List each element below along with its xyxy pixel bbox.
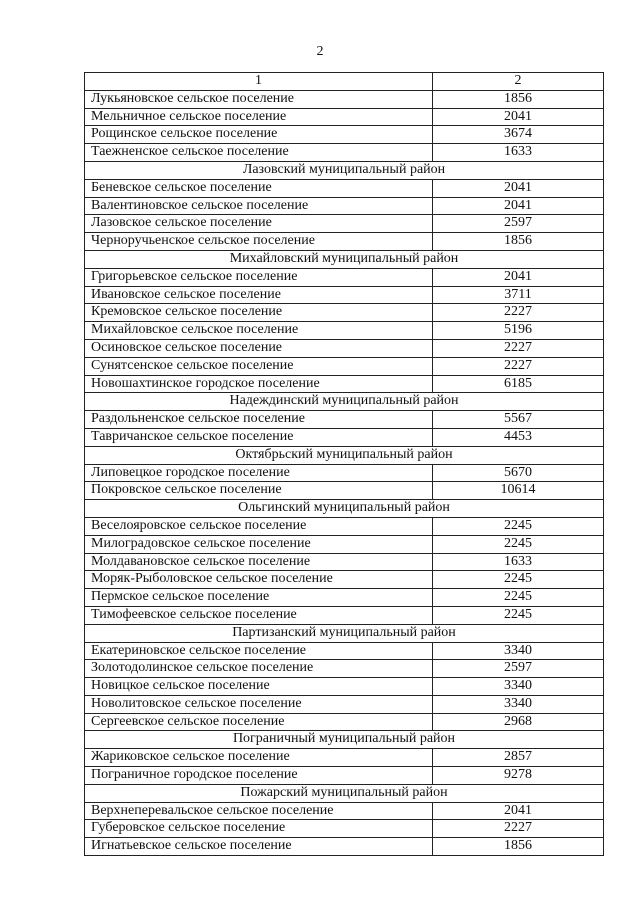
district-header-row xyxy=(85,784,604,802)
settlement-name: Валентиновское сельское поселение xyxy=(85,197,433,215)
table-row xyxy=(85,660,604,678)
district-name: Надеждинский муниципальный район xyxy=(85,393,604,411)
settlement-name: Тимофеевское сельское поселение xyxy=(85,606,433,624)
district-name: Лазовский муниципальный район xyxy=(85,161,604,179)
settlement-name: Новолитовское сельское поселение xyxy=(85,695,433,713)
settlement-value: 2245 xyxy=(433,517,604,535)
table-row xyxy=(85,144,604,162)
settlement-name: Лазовское сельское поселение xyxy=(85,215,433,233)
settlement-name: Пермское сельское поселение xyxy=(85,589,433,607)
column-header-2: 2 xyxy=(433,73,604,91)
settlement-name: Липовецкое городское поселение xyxy=(85,464,433,482)
settlement-name: Золотодолинское сельское поселение xyxy=(85,660,433,678)
district-header-row xyxy=(85,624,604,642)
table-row xyxy=(85,802,604,820)
settlement-value: 10614 xyxy=(433,482,604,500)
settlement-value: 2041 xyxy=(433,802,604,820)
settlement-value: 5670 xyxy=(433,464,604,482)
settlement-name: Верхнеперевальское сельское поселение xyxy=(85,802,433,820)
settlement-value: 1856 xyxy=(433,90,604,108)
settlement-value: 3674 xyxy=(433,126,604,144)
column-header-1: 1 xyxy=(85,73,433,91)
settlement-name: Новицкое сельское поселение xyxy=(85,678,433,696)
district-header-row xyxy=(85,250,604,268)
district-name: Октябрьский муниципальный район xyxy=(85,446,604,464)
settlement-name: Екатериновское сельское поселение xyxy=(85,642,433,660)
table-row xyxy=(85,339,604,357)
table-row xyxy=(85,108,604,126)
settlement-name: Губеровское сельское поселение xyxy=(85,820,433,838)
settlement-value: 2245 xyxy=(433,571,604,589)
settlement-name: Григорьевское сельское поселение xyxy=(85,268,433,286)
table-row xyxy=(85,411,604,429)
settlement-value: 1856 xyxy=(433,838,604,856)
settlement-name: Жариковское сельское поселение xyxy=(85,749,433,767)
settlement-name: Ивановское сельское поселение xyxy=(85,286,433,304)
table-row xyxy=(85,428,604,446)
table-row xyxy=(85,695,604,713)
settlement-name: Михайловское сельское поселение xyxy=(85,322,433,340)
table-row xyxy=(85,749,604,767)
table-row xyxy=(85,304,604,322)
settlement-name: Рощинское сельское поселение xyxy=(85,126,433,144)
settlement-value: 2227 xyxy=(433,820,604,838)
district-name: Пограничный муниципальный район xyxy=(85,731,604,749)
settlement-value: 2227 xyxy=(433,357,604,375)
table-row xyxy=(85,375,604,393)
settlement-value: 2857 xyxy=(433,749,604,767)
settlement-value: 2245 xyxy=(433,606,604,624)
settlement-name: Веселояровское сельское поселение xyxy=(85,517,433,535)
settlement-name: Раздольненское сельское поселение xyxy=(85,411,433,429)
table-row xyxy=(85,126,604,144)
settlement-name: Осиновское сельское поселение xyxy=(85,339,433,357)
district-header-row xyxy=(85,161,604,179)
district-header-row xyxy=(85,393,604,411)
settlement-value: 2041 xyxy=(433,179,604,197)
table-row xyxy=(85,233,604,251)
settlement-name: Моряк-Рыболовское сельское поселение xyxy=(85,571,433,589)
settlement-name: Тавричанское сельское поселение xyxy=(85,428,433,446)
table-row xyxy=(85,464,604,482)
settlement-name: Кремовское сельское поселение xyxy=(85,304,433,322)
table-row xyxy=(85,713,604,731)
table-row xyxy=(85,322,604,340)
district-name: Михайловский муниципальный район xyxy=(85,250,604,268)
table-body xyxy=(85,90,604,855)
table-row xyxy=(85,517,604,535)
table-row xyxy=(85,678,604,696)
district-name: Партизанский муниципальный район xyxy=(85,624,604,642)
settlement-name: Покровское сельское поселение xyxy=(85,482,433,500)
district-name: Пожарский муниципальный район xyxy=(85,784,604,802)
settlement-value: 6185 xyxy=(433,375,604,393)
settlement-value: 2227 xyxy=(433,339,604,357)
settlement-value: 2597 xyxy=(433,215,604,233)
settlement-name: Молдавановское сельское поселение xyxy=(85,553,433,571)
table-row xyxy=(85,642,604,660)
settlement-value: 2041 xyxy=(433,268,604,286)
settlement-name: Милоградовское сельское поселение xyxy=(85,535,433,553)
settlement-value: 2597 xyxy=(433,660,604,678)
settlement-value: 2041 xyxy=(433,108,604,126)
table-row xyxy=(85,589,604,607)
table-row xyxy=(85,357,604,375)
settlement-value: 5196 xyxy=(433,322,604,340)
table-row xyxy=(85,553,604,571)
settlement-value: 1633 xyxy=(433,553,604,571)
table-row xyxy=(85,197,604,215)
settlement-value: 9278 xyxy=(433,767,604,785)
settlement-name: Сунятсенское сельское поселение xyxy=(85,357,433,375)
table-row xyxy=(85,179,604,197)
settlement-name: Сергеевское сельское поселение xyxy=(85,713,433,731)
table-row xyxy=(85,606,604,624)
settlement-value: 3340 xyxy=(433,695,604,713)
page-number: 2 xyxy=(316,44,324,59)
settlement-value: 2245 xyxy=(433,535,604,553)
settlement-name: Пограничное городское поселение xyxy=(85,767,433,785)
table-row xyxy=(85,482,604,500)
settlement-value: 2041 xyxy=(433,197,604,215)
district-name: Ольгинский муниципальный район xyxy=(85,500,604,518)
settlement-value: 4453 xyxy=(433,428,604,446)
table-row xyxy=(85,535,604,553)
table-row xyxy=(85,820,604,838)
settlement-value: 5567 xyxy=(433,411,604,429)
settlement-value: 2227 xyxy=(433,304,604,322)
settlement-name: Мельничное сельское поселение xyxy=(85,108,433,126)
settlement-value: 1856 xyxy=(433,233,604,251)
table-header-row xyxy=(85,73,604,91)
settlement-name: Беневское сельское поселение xyxy=(85,179,433,197)
table-row xyxy=(85,838,604,856)
district-header-row xyxy=(85,731,604,749)
settlement-value: 1633 xyxy=(433,144,604,162)
settlement-value: 2245 xyxy=(433,589,604,607)
settlement-value: 3340 xyxy=(433,642,604,660)
table-row xyxy=(85,215,604,233)
table-row xyxy=(85,268,604,286)
table-row xyxy=(85,286,604,304)
table-row xyxy=(85,767,604,785)
settlement-value: 2968 xyxy=(433,713,604,731)
settlements-table xyxy=(84,72,604,856)
settlement-name: Новошахтинское городское поселение xyxy=(85,375,433,393)
settlement-name: Черноручьенское сельское поселение xyxy=(85,233,433,251)
settlement-name: Игнатьевское сельское поселение xyxy=(85,838,433,856)
settlement-name: Таежненское сельское поселение xyxy=(85,144,433,162)
table-row xyxy=(85,571,604,589)
settlement-value: 3711 xyxy=(433,286,604,304)
district-header-row xyxy=(85,500,604,518)
district-header-row xyxy=(85,446,604,464)
settlement-value: 3340 xyxy=(433,678,604,696)
settlement-name: Лукьяновское сельское поселение xyxy=(85,90,433,108)
table-row xyxy=(85,90,604,108)
